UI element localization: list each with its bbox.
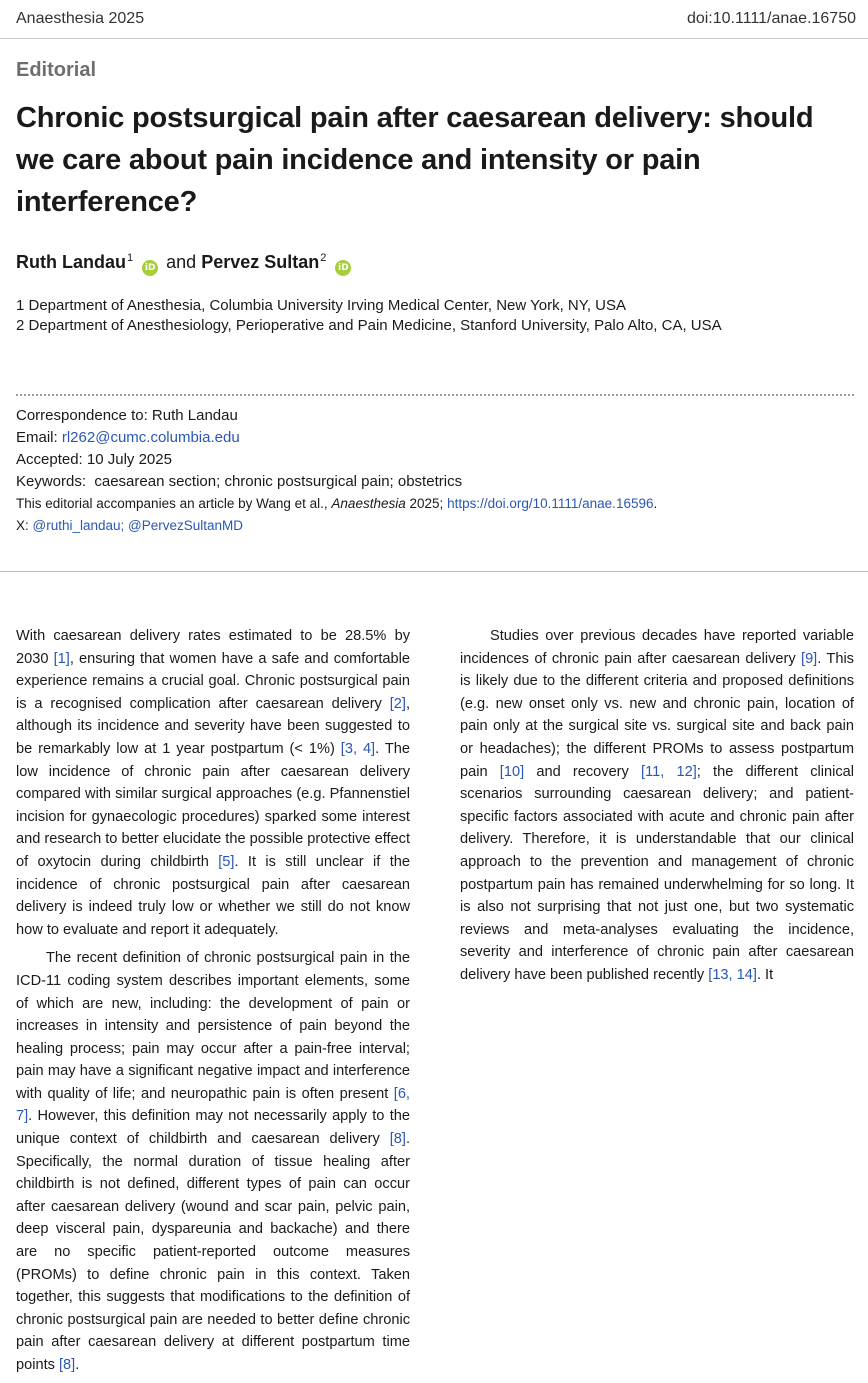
- accompanies-line: [16, 493, 657, 515]
- text-run: . It is still unclear if the incidence of chronic postsurgical pain after caesarean delivery is indeed truly low or whether we still do not know how to evaluate and report it adequately.: [16, 853, 410, 938]
- citation-link[interactable]: [8]: [389, 1131, 406, 1148]
- dotted-divider: [16, 394, 854, 396]
- keywords-line: [16, 471, 657, 493]
- orcid-icon[interactable]: iD: [142, 260, 158, 276]
- accepted-date: Accepted: 10 July 2025: [16, 451, 172, 468]
- text-run: With caesarean delivery rates estimated to be 28.5% by 2030: [16, 628, 410, 667]
- text-run: ; the different clinical scenarios surrounding caesarean delivery; and patient-specific factors associated with acute and chronic pain after delivery. Therefore, it is understandable that our clinical approach to the prevention and management of chronic postpartum pain has remained underwhelming for so long. It is also not surprising that not just one, but two systematic reviews and meta-analyses evaluating the incidence, severity and interference of chronic pain after caesarean delivery have been published recently: [460, 763, 854, 983]
- text-run: The recent definition of chronic postsurgical pain in the ICD-11 coding system describes important elements, some of which are new, including: the development of pain or increases in intensity and persistence of pain beyond the healing process; pain may occur after a pain-free interval; pain may have a significant negative impact and interference with quality of life; and neuropathic pain is often present: [16, 950, 410, 1102]
- running-header: [16, 10, 856, 34]
- keywords: caesarean section; chronic postsurgical pain; obstetrics: [94, 473, 463, 490]
- author-affil-1: 1: [127, 252, 134, 264]
- body-column-right: [460, 625, 854, 993]
- article-title: Chronic postsurgical pain after caesarean delivery: should we care about pain incidence and intensity or pain interference?: [16, 102, 814, 218]
- meta-divider: [0, 571, 868, 572]
- text-run: . The low incidence of chronic pain after caesarean delivery compared with similar surgical approaches (e.g. Pfannenstiel incision for gynaecologic procedures) sparked some interest and research to better elucidate the possible protective effect of oxytocin during childbirth: [16, 740, 411, 870]
- text-run: , although its incidence and severity have been suggested to be remarkably low at 1 year postpartum (< 1%): [16, 695, 410, 757]
- accompanies-end: .: [653, 496, 658, 511]
- x-handles-link[interactable]: @ruthi_landau; @PervezSultanMD: [32, 518, 244, 533]
- article-meta: [16, 405, 657, 537]
- text-run: . However, this definition may not necessarily apply to the unique context of childbirth and caesarean delivery: [16, 1108, 410, 1148]
- accompanies-year: 2025;: [409, 496, 444, 511]
- accompanies-prefix: This editorial accompanies an article by Wang et al.,: [16, 496, 328, 511]
- header-divider: [0, 38, 868, 39]
- correspondence: Correspondence to: Ruth Landau: [16, 407, 238, 424]
- orcid-icon[interactable]: iD: [335, 260, 351, 276]
- journal-name: Anaesthesia 2025: [16, 10, 145, 27]
- citation-link[interactable]: [6, 7]: [16, 1085, 410, 1125]
- affiliation-1: 1 Department of Anesthesia, Columbia University Irving Medical Center, New York, NY, USA: [16, 297, 627, 314]
- paragraph-2: [16, 947, 410, 1376]
- text-run: and recovery: [524, 763, 642, 780]
- citation-link[interactable]: [3, 4]: [340, 740, 376, 757]
- citation-link[interactable]: [13, 14]: [708, 966, 757, 983]
- doi-label[interactable]: doi:10.1111/anae.16750: [686, 10, 856, 27]
- text-run: Studies over previous decades have reported variable incidences of chronic pain after caesarean delivery: [460, 628, 854, 667]
- author-name-2: Pervez Sultan: [201, 252, 320, 272]
- author-affil-2: 2: [320, 252, 327, 264]
- paragraph-1: [16, 625, 410, 941]
- email-label: Email:: [16, 429, 58, 446]
- section-label: Editorial: [16, 59, 97, 81]
- author-name-1: Ruth Landau: [16, 252, 126, 272]
- x-label: X:: [16, 518, 29, 533]
- keywords-label: Keywords:: [16, 473, 87, 490]
- text-run: .: [75, 1357, 80, 1373]
- citation-link[interactable]: [11, 12]: [641, 763, 697, 780]
- text-run: . Specifically, the normal duration of tissue healing after childbirth is not defined, different types of pain can occur after caesarean delivery (wound and scar pain, pelvic pain, deep visceral pain, dyspareunia and backache) and there are no specific patient-reported outcome measures (PROMs) to define chronic pain in this context. Taken together, this suggests that modifications to the definition of chronic postsurgical pain are needed to better define chronic pain after caesarean delivery at different postpartum time points: [16, 1131, 410, 1373]
- citation-link[interactable]: [8]: [59, 1357, 76, 1373]
- text-run: . This is likely due to the different criteria and proposed definitions (e.g. new onset only vs. new and chronic pain, location of pain only at the surgical site vs. surgical site and back pain or headaches); the different PROMs to assess postpartum pain: [460, 650, 854, 780]
- email-line: [16, 427, 657, 449]
- paragraph-3: [460, 625, 854, 987]
- body-column-left: [16, 625, 410, 1383]
- citation-link[interactable]: [5]: [218, 853, 235, 870]
- citation-link[interactable]: [9]: [801, 650, 818, 667]
- accompanies-link[interactable]: https://doi.org/10.1111/anae.16596: [447, 496, 654, 511]
- text-run: . It: [756, 966, 774, 983]
- email-link[interactable]: rl262@cumc.columbia.edu: [61, 429, 240, 446]
- author-list: [16, 252, 354, 276]
- citation-link[interactable]: [2]: [389, 695, 406, 712]
- citation-link[interactable]: [1]: [53, 650, 70, 667]
- affiliations: [16, 296, 722, 336]
- text-run: , ensuring that women have a safe and comfortable experience remains a crucial goal. Chronic postsurgical pain is a recognised complication after caesarean delivery: [16, 650, 410, 712]
- citation-link[interactable]: [10]: [499, 763, 525, 780]
- accompanies-journal: Anaesthesia: [331, 496, 406, 511]
- author-connector: and: [166, 252, 197, 272]
- social-line: [16, 515, 657, 537]
- affiliation-2: 2 Department of Anesthesiology, Perioperative and Pain Medicine, Stanford University, Palo Alto, CA, USA: [16, 317, 722, 334]
